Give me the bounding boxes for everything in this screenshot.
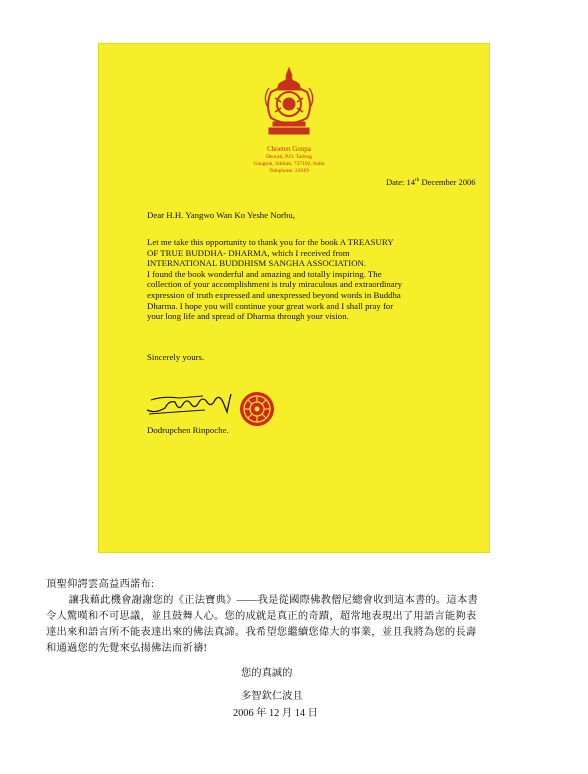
body-line: expression of truth expressed and unexpressed beyond words in Buddha xyxy=(147,289,401,300)
handwritten-signature-icon xyxy=(145,388,233,418)
body-line: INTERNATIONAL BUDDHISM SANGHA ASSOCIATION. xyxy=(147,258,367,269)
body-line: OF TRUE BUDDHA- DHARMA, which I received from xyxy=(147,247,350,258)
body-line: your long life and spread of Dharma through your vision. xyxy=(147,311,349,322)
letterhead-address xyxy=(209,145,369,175)
chorten-emblem-icon xyxy=(261,66,317,136)
letter-date xyxy=(386,177,476,187)
org-phone: Telephone: 22019 xyxy=(269,168,309,174)
letter-body xyxy=(147,237,462,322)
org-name: Choeten Gonpa xyxy=(267,145,311,153)
date-prefix: Date: 14 xyxy=(386,177,416,187)
translation-date: 2006 年 12 月 14 日 xyxy=(233,708,318,719)
body-line: Let me take this opportunity to thank you for the book A TREASURY xyxy=(147,237,394,247)
translation-closing: 您的真誠的 xyxy=(241,668,293,679)
org-address-line: Deorali, P.O. Tadong xyxy=(265,154,313,160)
org-address-line: Gangtok, Sikkim, 737102, India xyxy=(253,161,325,167)
body-line: collection of your accomplishment is truly miraculous and extraordinary xyxy=(147,279,403,290)
chinese-translation xyxy=(46,577,546,657)
date-ordinal: th xyxy=(415,177,420,184)
translation-line: 達出來和語言所不能表達出來的佛法真諦。我希望您繼續您偉大的事業，並且我將為您的長壽 xyxy=(46,627,477,638)
body-line: Dharma. I hope you will continue your great work and I shall pray for xyxy=(147,300,394,311)
translation-signer: 多智欽仁波且 xyxy=(241,691,303,702)
translation-line: 和通過您的先覺來弘揚佛法而祈禱! xyxy=(46,643,208,654)
translation-line: 令人驚嘆和不可思議，並且鼓舞人心。您的成就是真正的奇蹟，超常地表現出了用語言能夠表 xyxy=(46,611,477,622)
date-rest: December 2006 xyxy=(419,177,476,187)
dharma-wheel-seal-icon xyxy=(239,391,275,427)
letter-closing: Sincerely yours. xyxy=(147,352,205,362)
translation-greeting: 頂聖仰諤雲高益西諾布: xyxy=(46,579,155,590)
scanned-letter xyxy=(99,44,489,552)
signer-name: Dodrupchen Rinpoche. xyxy=(147,425,229,435)
salutation: Dear H.H. Yangwo Wan Ko Yeshe Norbu, xyxy=(147,210,295,220)
translation-line: 讓我藉此機會謝謝您的《正法寶典》——我是從國際佛教僧尼總會收到這本書的。這本書 xyxy=(68,595,479,606)
body-line: I found the book wonderful and amazing and totally inspiring. The xyxy=(147,268,382,279)
